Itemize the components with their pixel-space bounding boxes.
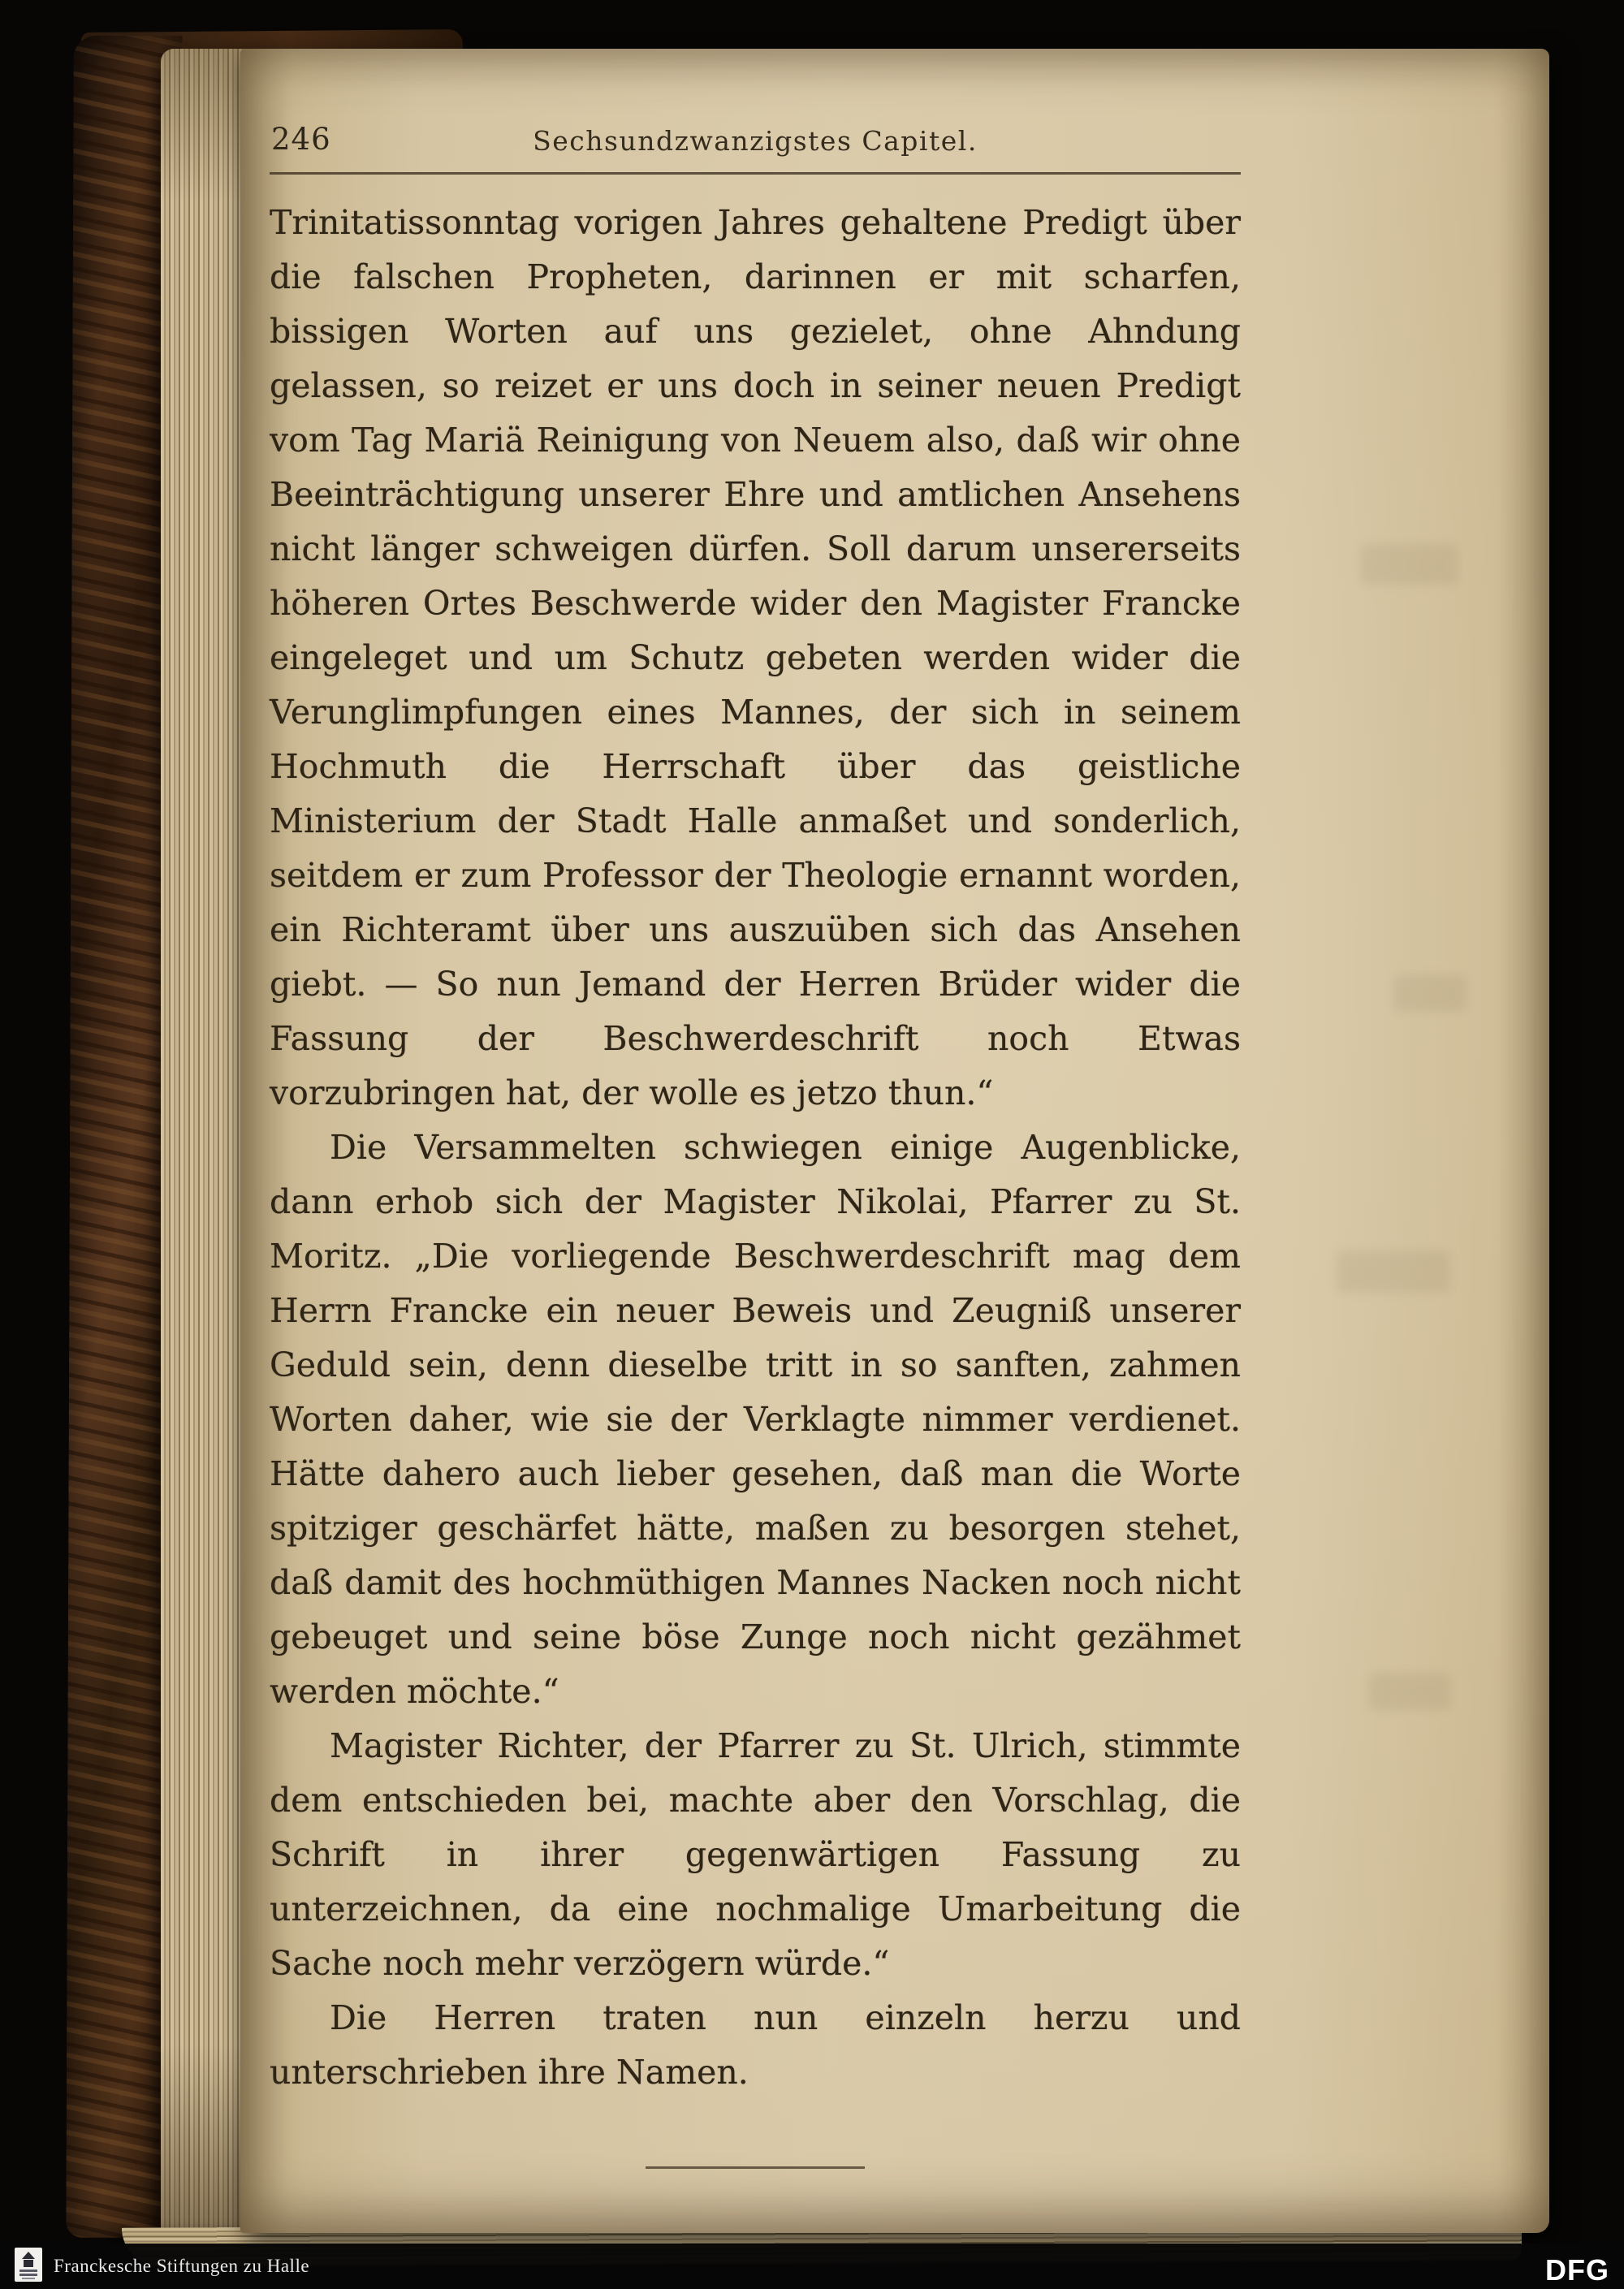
header-rule: [270, 172, 1241, 175]
paragraph: Die Herren traten nun einzeln herzu und unterschrieben ihre Namen.: [270, 1998, 1241, 2092]
footer-left: [15, 2248, 309, 2285]
text-block: [270, 196, 1241, 2100]
chapter-header: Sechsundzwanzigstes Capitel.: [533, 125, 978, 157]
institution-label: Franckesche Stiftungen zu Halle: [54, 2256, 310, 2276]
dfg-logo: DFG: [1545, 2253, 1609, 2287]
paragraph: Magister Richter, der Pfarrer zu St. Ulrich, stimmte dem entschieden bei, machte aber den Vorschlag, die Schrift in ihrer gegenwärtigen Fassung zu unterzeichnen, da eine nochmalige Umarbeitung die Sache noch mehr verzögern würde.“: [270, 1726, 1241, 1983]
bleed-through-mark: [1369, 1673, 1450, 1710]
paragraph: Die Versammelten schwiegen einige Augenblicke, dann erhob sich der Magister Nikolai, Pfarrer zu St. Moritz. „Die vorliegende Beschwerdeschrift mag dem Herrn Francke ein neuer Beweis und Zeugniß unserer Geduld sein, denn dieselbe tritt in so sanften, zahmen Worten daher, wie sie der Verklagte nimmer verdienet. Hätte dahero auch lieber gesehen, daß man die Worte spitziger geschärfet hätte, maßen zu besorgen stehet, daß damit des hochmüthigen Mannes Nacken noch nicht gebeuget und seine böse Zunge noch nicht gezähmet werden möchte.“: [270, 1128, 1241, 1711]
page-number: 246: [271, 122, 331, 157]
paragraph: Trinitatissonntag vorigen Jahres gehaltene Predigt über die falschen Propheten, darinnen er mit scharfen, bissigen Worten auf uns gezielet, ohne Ahndung gelassen, so reizet er uns doch in seiner neuen Predigt vom Tag Mariä Reinigung von Neuem also, daß wir ohne Beeinträchtigung unserer Ehre und amtlichen Ansehens nicht länger schweigen dürfen. Soll darum unsererseits höheren Ortes Beschwerde wider den Magister Francke eingeleget und um Schutz gebeten werden wider die Verunglimpfungen eines Mannes, der sich in seinem Hochmuth die Herrschaft über das geistliche Ministerium der Stadt Halle anmaßet und sonderlich, seitdem er zum Professor der Theologie ernannt worden, ein Richteramt über uns auszuüben sich das Ansehen giebt. — So nun Jemand der Herren Brüder wider die Fassung der Beschwerdeschrift noch Etwas vorzubringen hat, der wolle es jetzo thun.“: [270, 203, 1241, 1112]
page-content: [270, 119, 1241, 2169]
bleed-through-mark: [1337, 1250, 1450, 1293]
section-divider: [646, 2166, 865, 2169]
bleed-through-mark: [1361, 544, 1458, 585]
franckesche-stiftungen-logo-icon: [15, 2248, 42, 2285]
bleed-through-mark: [1393, 974, 1466, 1012]
viewer-footer-bar: [0, 2244, 1624, 2289]
book-page: [240, 49, 1549, 2233]
running-header: [270, 119, 1241, 161]
